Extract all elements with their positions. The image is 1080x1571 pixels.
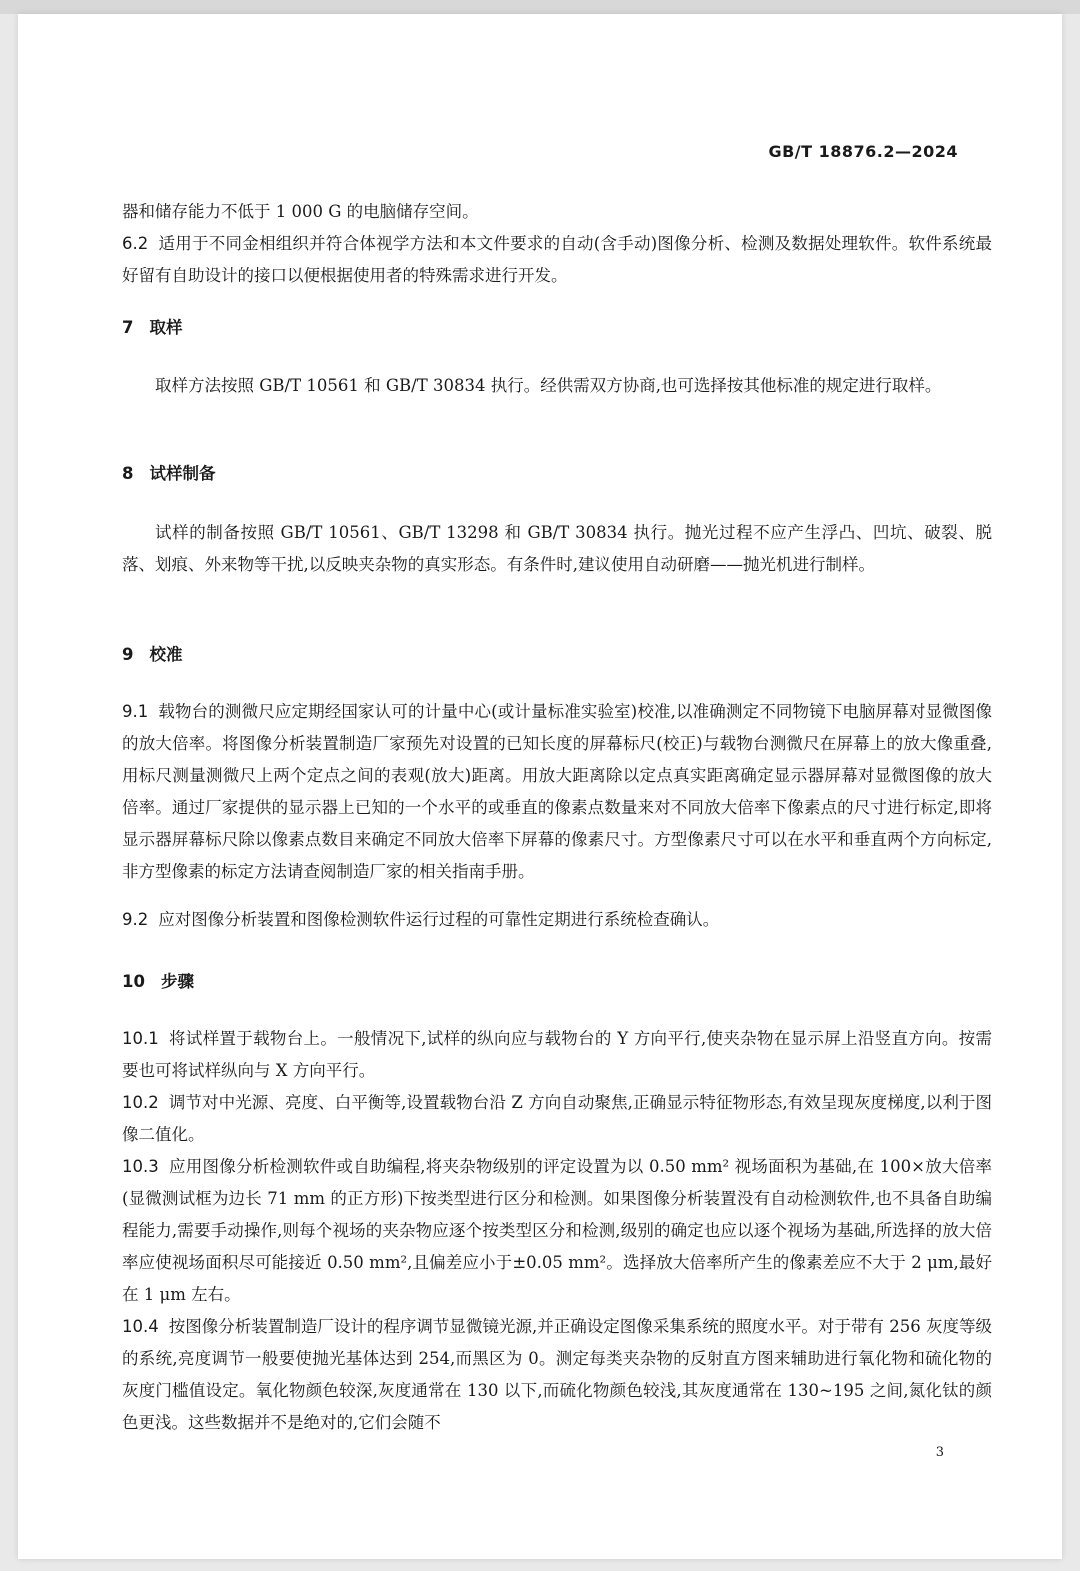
clause-text: 按图像分析装置制造厂设计的程序调节显微镜光源,并正确设定图像采集系统的照度水平。对于带有 256 灰度等级的系统,亮度调节一般要使抛光基体达到 254,而黑区为 0。测定每类夹杂物的反射直方图来辅助进行氧化物和硫化物的灰度门槛值设定。氧化物颜色较深,灰度通常在 130 以下,而硫化物颜色较浅,其灰度通常在 130~195 之间,氮化钛的颜色更浅。这些数据并不是绝对的,它们会随不 <box>122 1317 992 1432</box>
continuation-paragraph: 器和储存能力不低于 1 000 G 的电脑储存空间。 <box>122 202 479 221</box>
clause-text: 载物台的测微尺应定期经国家认可的计量中心(或计量标准实验室)校准,以准确测定不同物镜下电脑屏幕对显微图像的放大倍率。将图像分析装置制造厂家预先对设置的已知长度的屏幕标尺(校正)与载物台测微尺在屏幕上的放大像重叠,用标尺测量测微尺上两个定点之间的表观(放大)距离。用放大距离除以定点真实距离确定显示器屏幕对显微图像的放大倍率。通过厂家提供的显示器上已知的一个水平的或垂直的像素点数量来对不同放大倍率下像素点的尺寸进行标定,即将显示器屏幕标尺除以像素点数目来确定不同放大倍率下屏幕的像素尺寸。方型像素尺寸可以在水平和垂直两个方向标定,非方型像素的标定方法请查阅制造厂家的相关指南手册。 <box>122 702 992 881</box>
section-title: 步骤 <box>160 972 194 991</box>
clause-number: 10.1 <box>122 1029 159 1048</box>
clause-number: 10.2 <box>122 1093 159 1112</box>
clause-text: 应用图像分析检测软件或自助编程,将夹杂物级别的评定设置为以 0.50 mm² 视场面积为基础,在 100×放大倍率(显微测试框为边长 71 mm 的正方形)下按类型进行区分和检测。如果图像分析装置没有自动检测软件,也不具备自助编程能力,需要手动操作,则每个视场的夹杂物应逐个按类型区分和检测,级别的确定也应以逐个视场为基础,所选择的放大倍率应使视场面积尽可能接近 0.50 mm²,且偏差应小于±0.05 mm²。选择放大倍率所产生的像素差应不大于 2 μm,最好在 1 μm 左右。 <box>122 1157 992 1304</box>
section-title: 试样制备 <box>149 464 216 483</box>
section-number: 10 <box>122 972 145 991</box>
section-number: 7 <box>122 318 134 337</box>
section-number: 8 <box>122 464 134 483</box>
section-heading-9 <box>122 641 182 665</box>
clause-number: 10.4 <box>122 1317 159 1336</box>
clause-number: 6.2 <box>122 234 149 253</box>
section-title: 校准 <box>149 645 183 664</box>
section-8-paragraph: 试样的制备按照 GB/T 10561、GB/T 13298 和 GB/T 30834 执行。抛光过程不应产生浮凸、凹坑、破裂、脱落、划痕、外来物等干扰,以反映夹杂物的真实形态。有条件时,建议使用自动研磨——抛光机进行制样。 <box>122 523 992 574</box>
clause-number: 9.2 <box>122 910 149 929</box>
section-7-paragraph: 取样方法按照 GB/T 10561 和 GB/T 30834 执行。经供需双方协商,也可选择按其他标准的规定进行取样。 <box>155 376 942 395</box>
clause-10-2 <box>122 1087 992 1151</box>
clause-number: 10.3 <box>122 1157 159 1176</box>
section-title: 取样 <box>149 318 183 337</box>
clause-text: 应对图像分析装置和图像检测软件运行过程的可靠性定期进行系统检查确认。 <box>158 910 720 929</box>
section-heading-10 <box>122 968 194 992</box>
clause-number: 9.1 <box>122 702 149 721</box>
clause-6-2 <box>122 228 992 292</box>
page-number: 3 <box>935 1445 944 1460</box>
clause-9-1 <box>122 696 992 888</box>
viewer-top-band <box>0 0 1080 14</box>
clause-10-1 <box>122 1023 992 1087</box>
document-page <box>18 14 1062 1559</box>
clause-text: 调节对中光源、亮度、白平衡等,设置载物台沿 Z 方向自动聚焦,正确显示特征物形态,有效呈现灰度梯度,以利于图像二值化。 <box>122 1093 992 1144</box>
clause-text: 适用于不同金相组织并符合体视学方法和本文件要求的自动(含手动)图像分析、检测及数据处理软件。软件系统最好留有自助设计的接口以便根据使用者的特殊需求进行开发。 <box>122 234 992 285</box>
clause-9-2 <box>122 904 992 936</box>
section-number: 9 <box>122 645 134 664</box>
clause-10-3 <box>122 1151 992 1311</box>
standard-number: GB/T 18876.2—2024 <box>768 142 958 161</box>
clause-text: 将试样置于载物台上。一般情况下,试样的纵向应与载物台的 Y 方向平行,使夹杂物在显示屏上沿竖直方向。按需要也可将试样纵向与 X 方向平行。 <box>122 1029 992 1080</box>
section-heading-7 <box>122 314 182 338</box>
section-heading-8 <box>122 460 215 484</box>
clause-10-4 <box>122 1311 992 1439</box>
